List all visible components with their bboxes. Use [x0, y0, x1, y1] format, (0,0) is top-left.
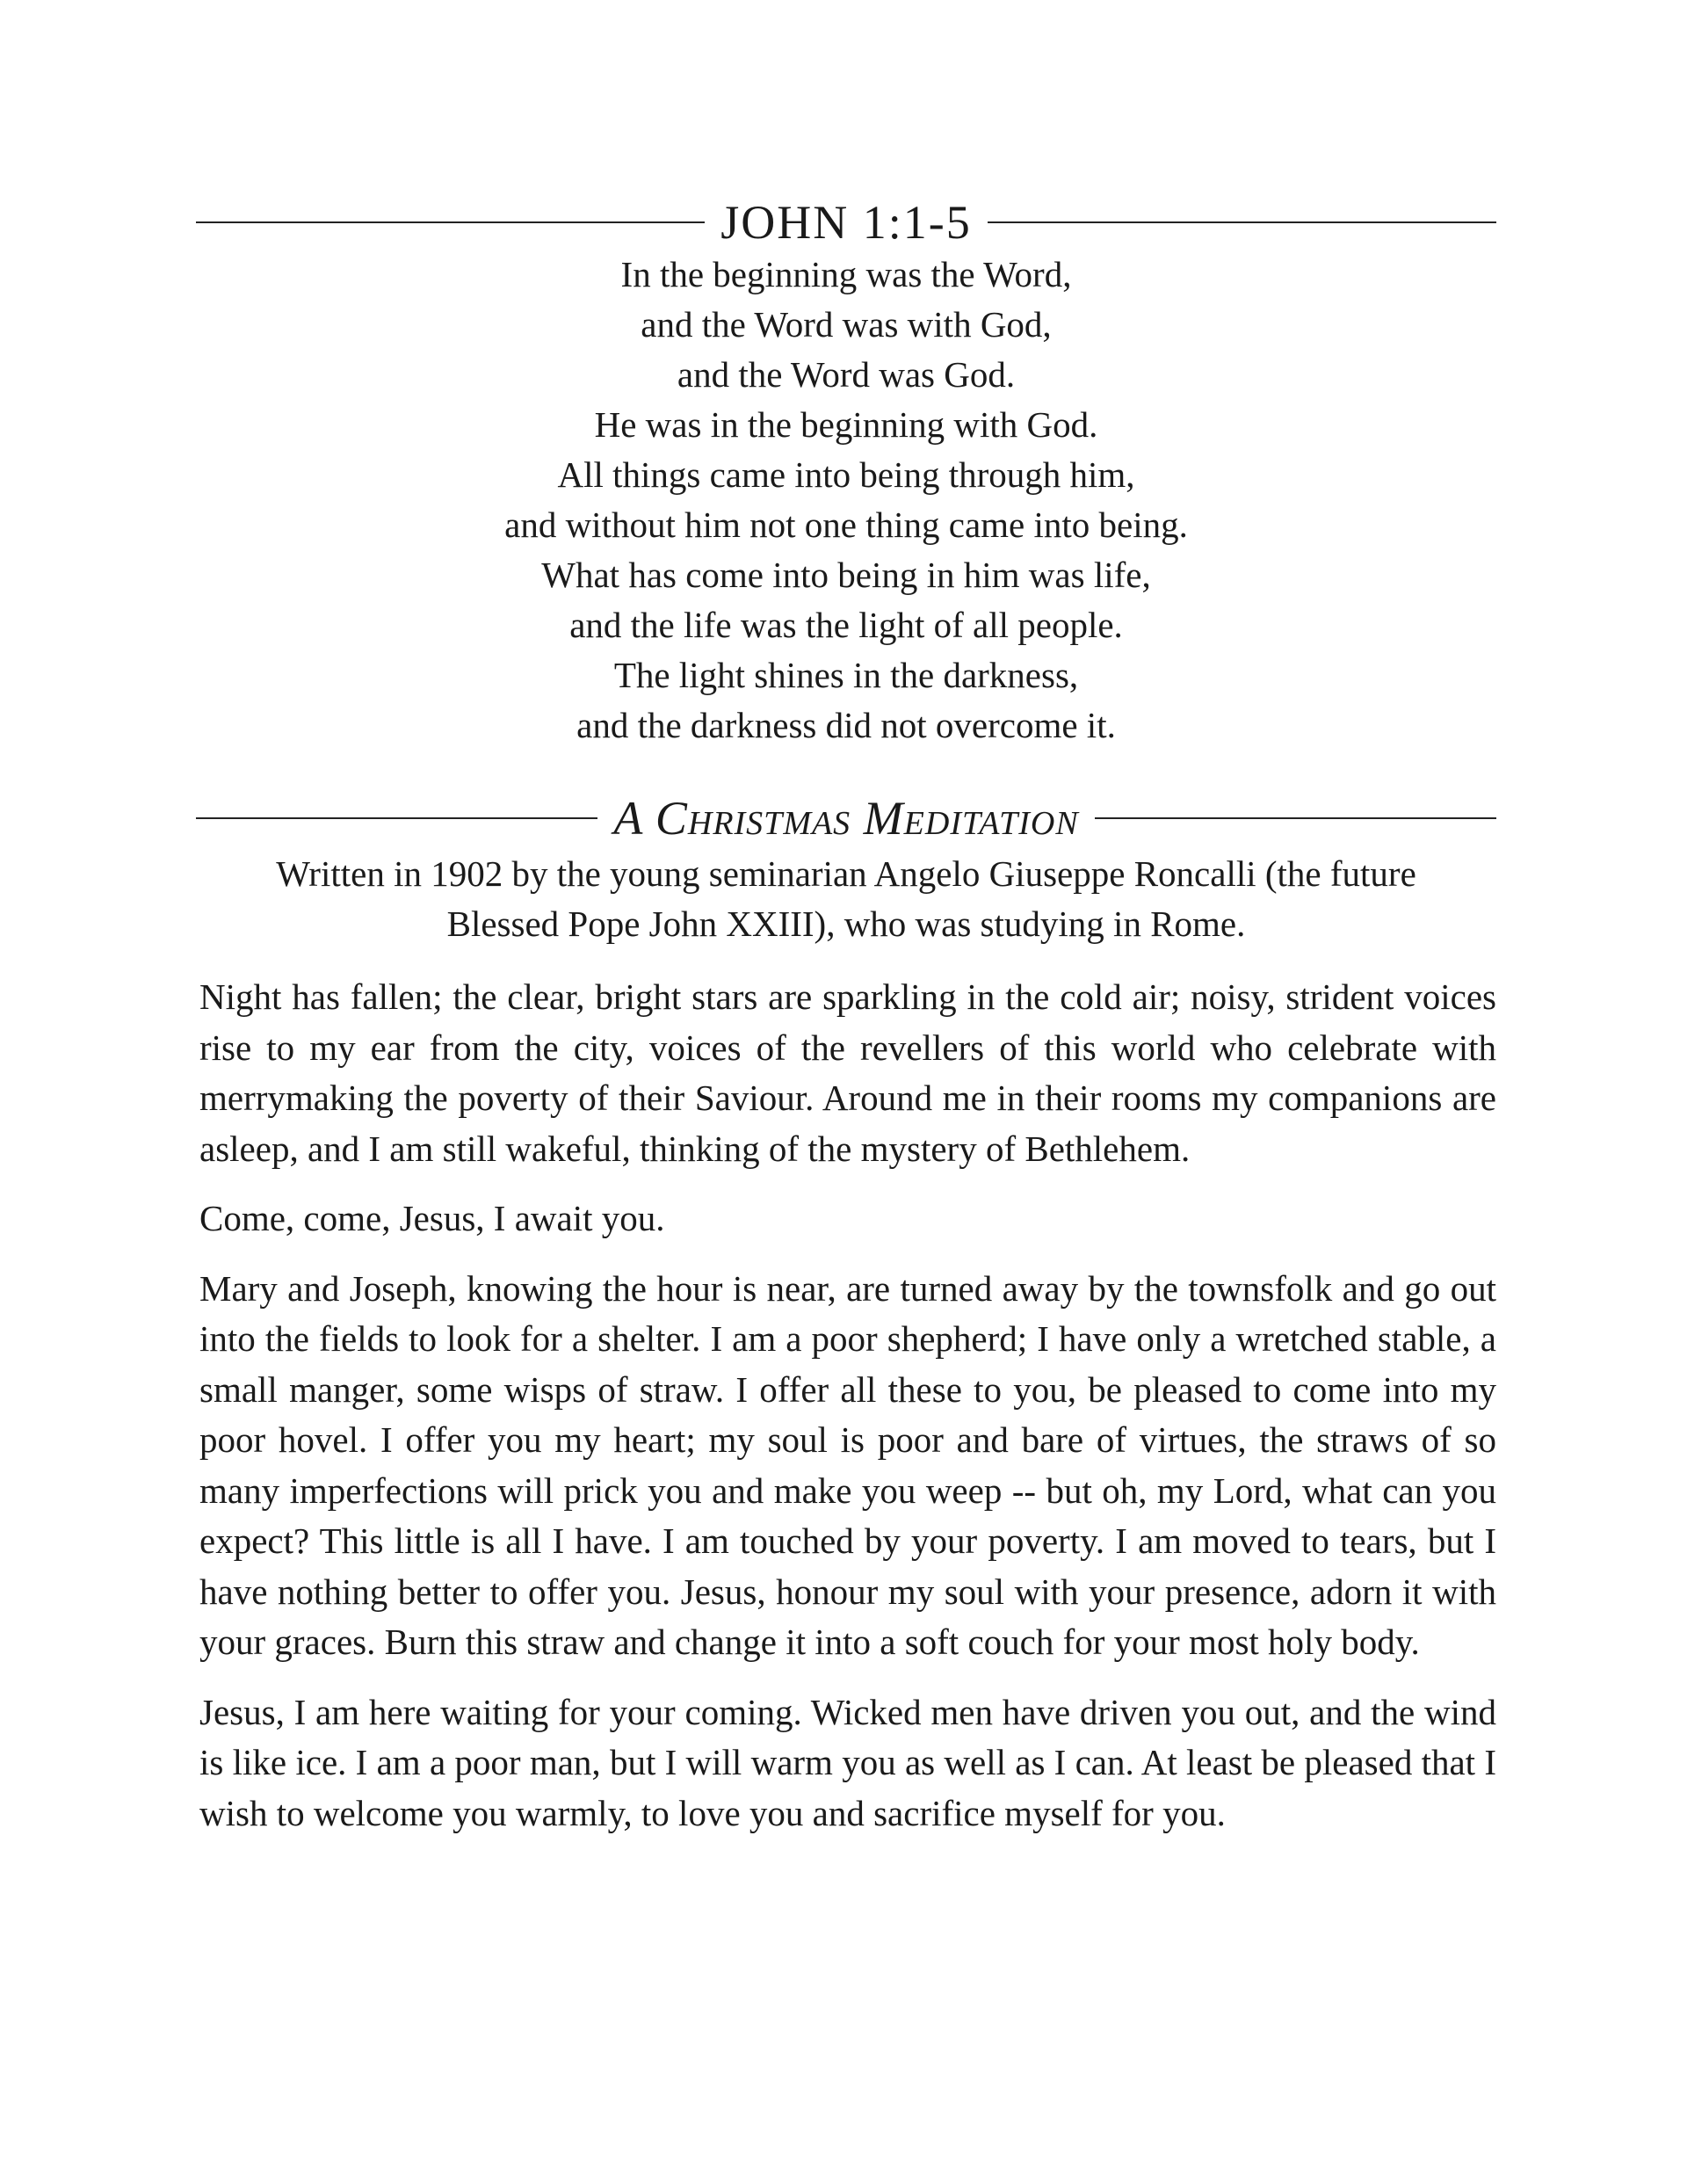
heading-rule-left	[196, 817, 597, 819]
heading-rule-left	[196, 221, 705, 223]
scripture-line: In the beginning was the Word,	[620, 254, 1072, 294]
meditation-heading-title: A Christmas Meditation	[613, 792, 1079, 845]
subtitle-line: Blessed Pope John XXIII), who was studying in Rome.	[446, 903, 1246, 944]
heading-rule-right	[1095, 817, 1496, 819]
scripture-line: and the Word was with God,	[641, 304, 1052, 345]
meditation-paragraph: Mary and Joseph, knowing the hour is near, are turned away by the townsfolk and go out into the fields to look for a shelter. I am a poor shepherd; I have only a wretched stable, a small manger, some wisps of straw. I offer all these to you, be pleased to come into my poor hovel. I offer you my heart; my soul is poor and bare of virtues, the straws of so many imperfections will prick you and make you weep -- but oh, my Lord, what can you expect? This little is all I have. I am touched by your poverty. I am moved to tears, but I have nothing better to offer you. Jesus, honour my soul with your presence, adorn it with your graces. Burn this straw and change it into a soft couch for your most holy body.	[199, 1267, 1496, 1662]
meditation-paragraph: Night has fallen; the clear, bright stars are sparkling in the cold air; noisy, strident voices rise to my ear from the city, voices of the revellers of this world who celebrate with merrymaking the poverty of their Saviour. Around me in their rooms my companions are asleep, and I am still wakeful, thinking of the mystery of Bethlehem.	[199, 976, 1496, 1169]
scripture-line: The light shines in the darkness,	[613, 655, 1079, 695]
meditation-paragraph: Jesus, I am here waiting for your coming. Wicked men have driven you out, and the wind is like ice. I am a poor man, but I will warm you as well as I can. At least be pleased that I wish to welcome you warmly, to love you and sacrifice myself for you.	[199, 1691, 1496, 1833]
meditation-paragraph: Come, come, Jesus, I await you.	[199, 1198, 665, 1238]
john-heading-title: JOHN 1:1-5	[720, 196, 972, 249]
john-heading-row	[196, 195, 1496, 250]
scripture-line: and without him not one thing came into being.	[504, 504, 1188, 545]
scripture-line: and the Word was God.	[677, 354, 1016, 395]
scripture-line: What has come into being in him was life,	[541, 555, 1151, 595]
scripture-line: and the darkness did not overcome it.	[576, 705, 1116, 745]
meditation-subtitle	[196, 849, 1496, 949]
scripture-line: He was in the beginning with God.	[594, 404, 1098, 445]
scripture-line: All things came into being through him,	[557, 454, 1135, 495]
meditation-body	[199, 972, 1496, 1858]
scripture-passage	[196, 250, 1496, 751]
heading-rule-right	[988, 221, 1496, 223]
meditation-heading-row	[196, 789, 1496, 847]
subtitle-line: Written in 1902 by the young seminarian Angelo Giuseppe Roncalli (the future	[276, 853, 1416, 894]
scripture-line: and the life was the light of all people.	[569, 605, 1123, 645]
